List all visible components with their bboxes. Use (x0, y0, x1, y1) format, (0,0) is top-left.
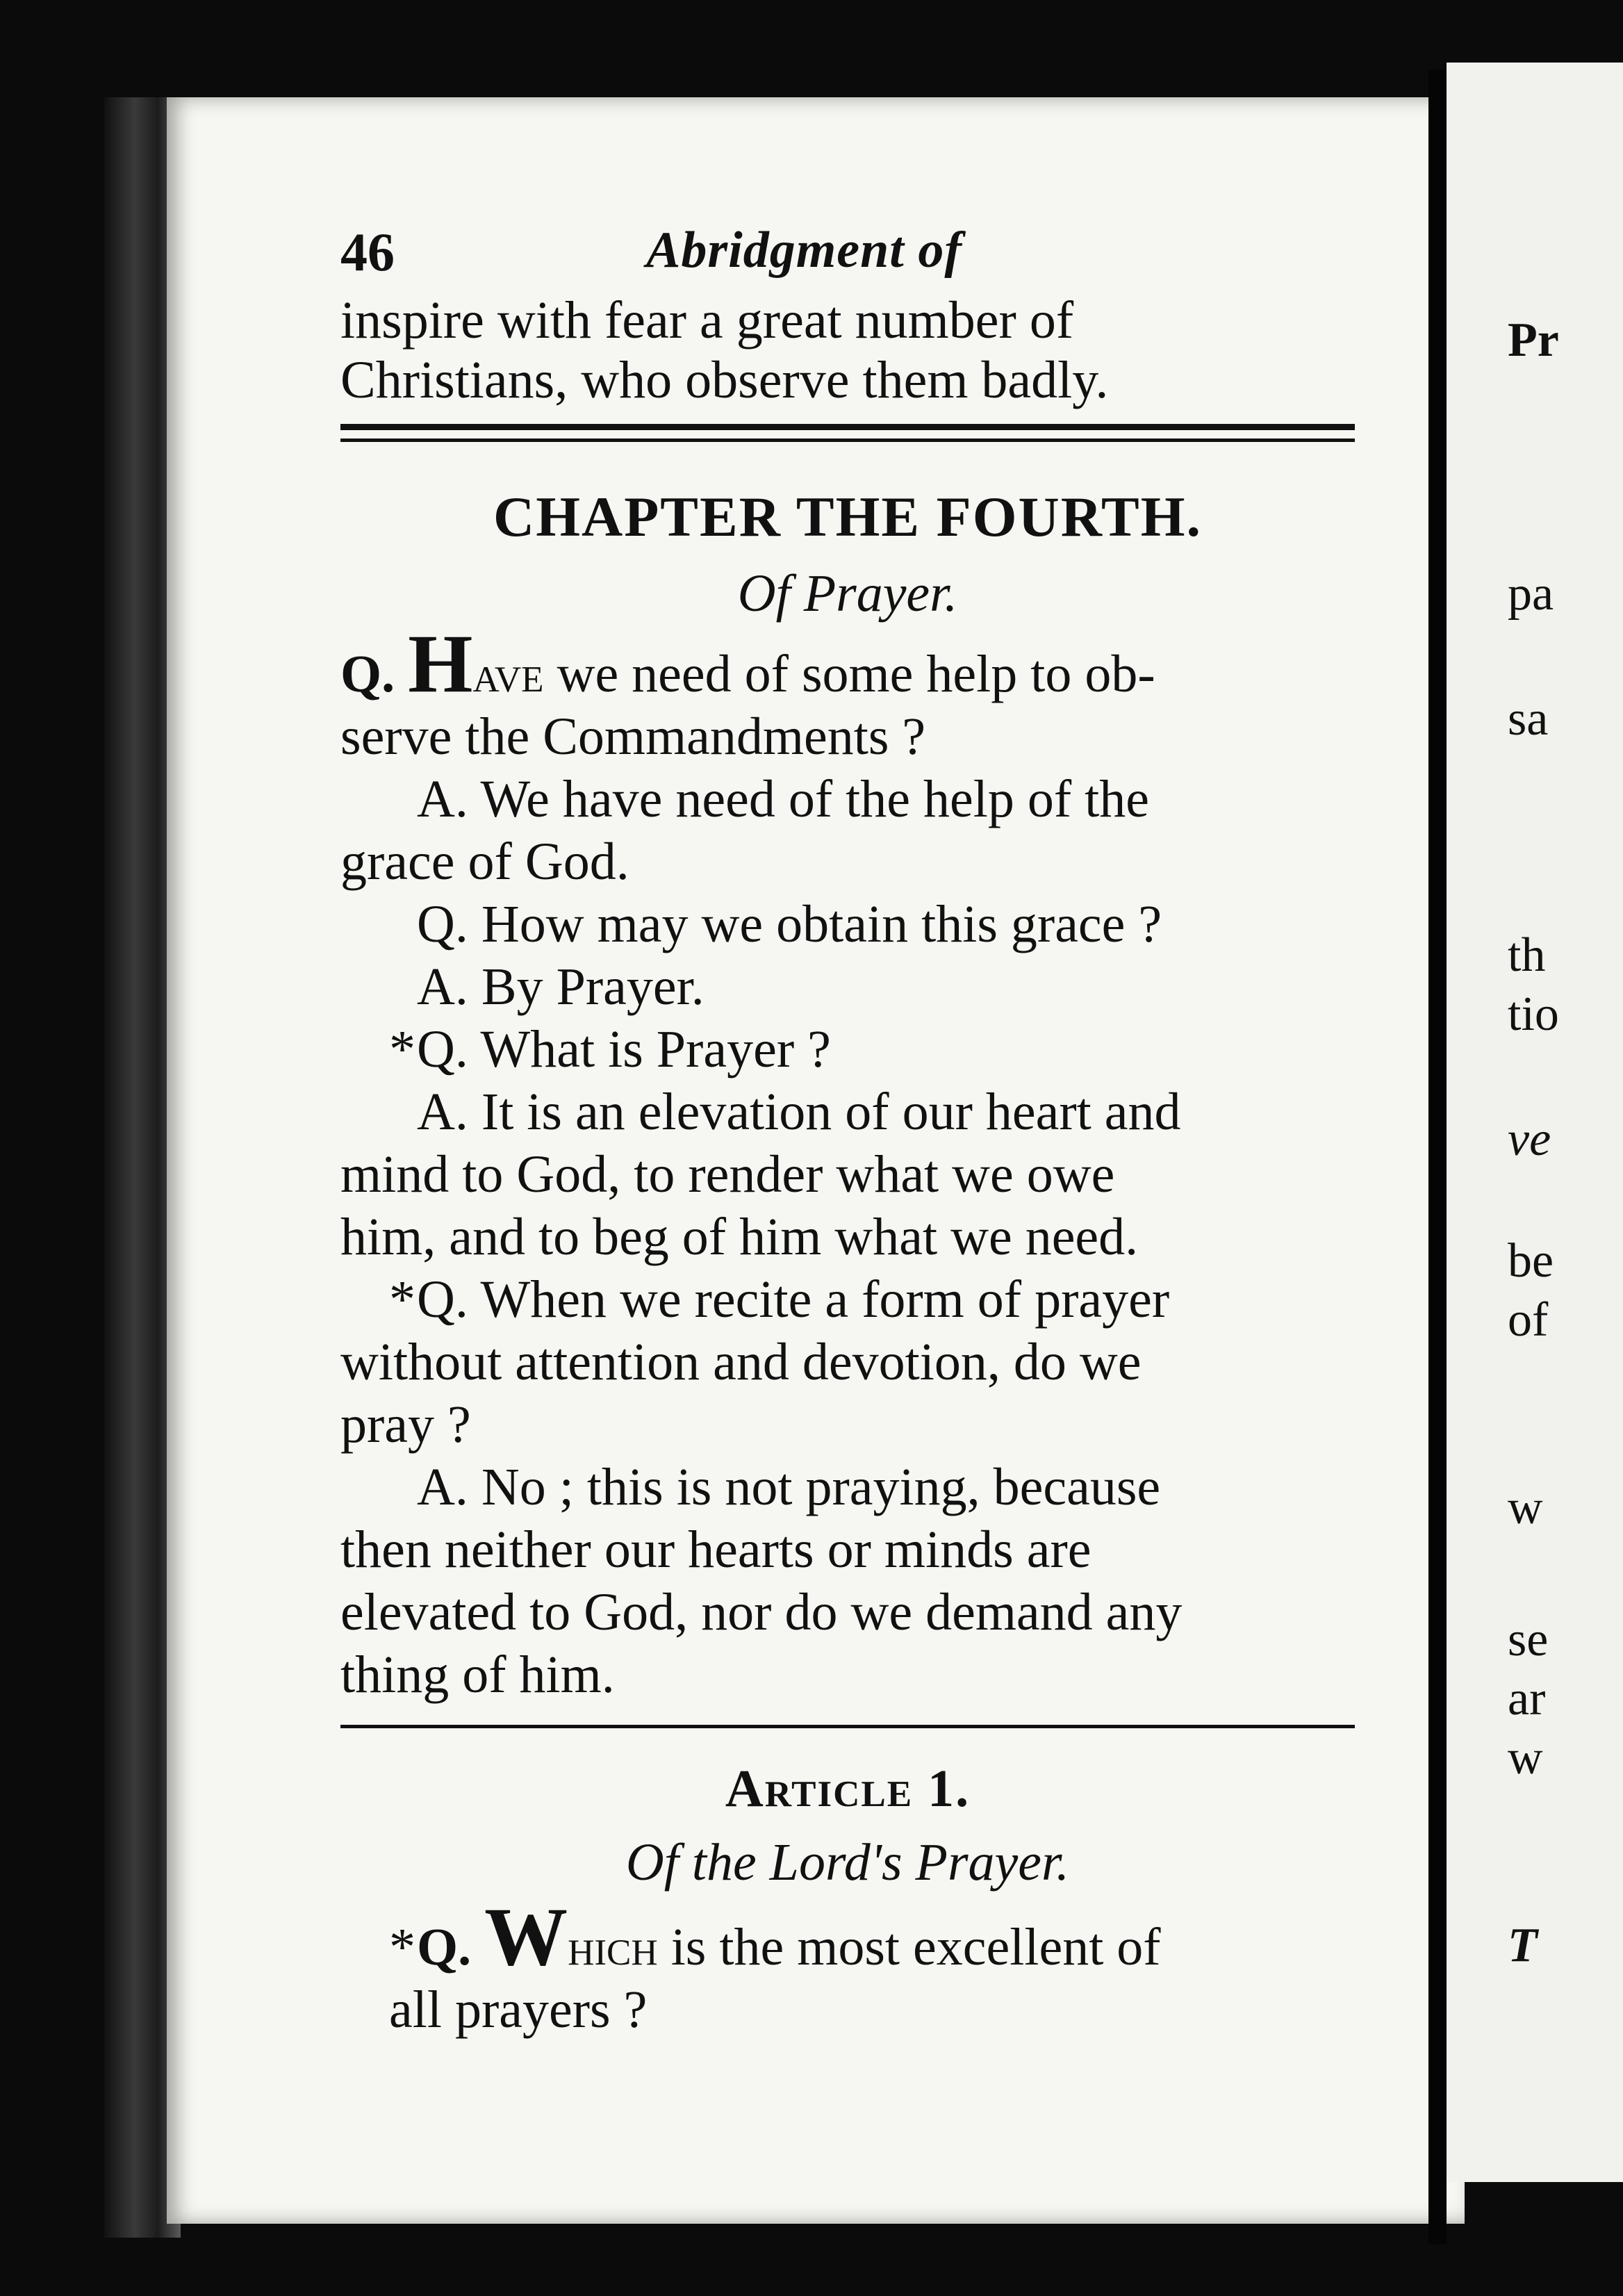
question-1-line-2: serve the Commandments ? (340, 707, 926, 766)
answer-3-line-3: him, and to beg of him what we need. (340, 1208, 1139, 1266)
running-head: Abridgment of (646, 222, 962, 279)
dropcap-h: H (408, 617, 473, 710)
double-rule-divider (340, 424, 1355, 442)
right-page-fragment: tio (1508, 987, 1559, 1041)
article-subtitle: Of the Lord's Prayer. (625, 1833, 1070, 1892)
question-4-line-3: pray ? (340, 1395, 471, 1454)
qa-section (340, 617, 1355, 1704)
answer-4-line-3: elevated to God, nor do we demand any (340, 1583, 1183, 1641)
answer-2: A. By Prayer. (417, 958, 705, 1016)
answer-4-line-1: A. No ; this is not praying, because (417, 1458, 1161, 1516)
article-heading: Article 1. (725, 1760, 971, 1818)
right-page-fragment: ve (1508, 1113, 1551, 1166)
page-header (340, 221, 1355, 290)
question-3-text: Q. What is Prayer ? (417, 1020, 831, 1079)
question-3 (340, 1020, 1355, 1079)
q1-smallcaps: ave (472, 645, 544, 703)
chapter-subtitle: Of Prayer. (737, 564, 958, 623)
page-number: 46 (340, 222, 395, 282)
right-page-fragment: Pr (1508, 313, 1559, 367)
final-question-line-1 (340, 1890, 1355, 1983)
final-question (340, 1890, 1355, 2039)
single-rule-divider (340, 1725, 1355, 1728)
page-content (340, 221, 1355, 2043)
answer-3-line-2: mind to God, to render what we owe (340, 1145, 1115, 1204)
q-label: Q. (340, 645, 395, 703)
right-page-fragment: sa (1508, 692, 1549, 746)
right-page-fragment: of (1508, 1293, 1549, 1347)
right-page-fragment: T (1508, 1919, 1538, 1972)
dropcap-w: W (484, 1890, 568, 1983)
answer-1-line-1: A. We have need of the help of the (417, 770, 1149, 828)
question-1-line-1 (340, 617, 1355, 710)
answer-4-line-4: thing of him. (340, 1646, 615, 1704)
question-4-line-1 (340, 1270, 1355, 1329)
right-page-fragment: ar (1508, 1672, 1546, 1725)
right-page-fragment: pa (1508, 567, 1554, 621)
answer-4-line-2: then neither our hearts or minds are (340, 1520, 1091, 1579)
star-mark: * (389, 1270, 415, 1329)
chapter-title: CHAPTER THE FOURTH. (493, 485, 1202, 548)
intro-line-1: inspire with fear a great number of (340, 291, 1074, 350)
right-page-fragment: w (1508, 1731, 1543, 1785)
question-2: Q. How may we obtain this grace ? (417, 895, 1162, 953)
right-page-fragment: be (1508, 1234, 1554, 1288)
right-page-fragment: th (1508, 928, 1546, 982)
page-gutter (1428, 69, 1447, 2245)
star-mark: * (389, 1918, 415, 1976)
final-q-label: Q. (417, 1918, 472, 1976)
final-q-line1-rest: is the most excellent of (657, 1918, 1161, 1976)
answer-1-line-2: grace of God. (340, 833, 629, 891)
right-page-fragment: se (1508, 1613, 1549, 1666)
right-page-fragment: w (1508, 1481, 1543, 1534)
answer-3-line-1: A. It is an elevation of our heart and (417, 1083, 1181, 1141)
q1-line1-rest: we need of some help to ob- (543, 645, 1155, 703)
question-4-text: Q. When we recite a form of prayer (417, 1270, 1170, 1329)
question-4-line-2: without attention and devotion, do we (340, 1333, 1142, 1391)
intro-line-2: Christians, who observe them badly. (340, 351, 1109, 409)
final-question-line-2: all prayers ? (389, 1981, 648, 2039)
star-mark: * (389, 1020, 415, 1079)
final-q-smallcaps: hich (568, 1918, 658, 1976)
